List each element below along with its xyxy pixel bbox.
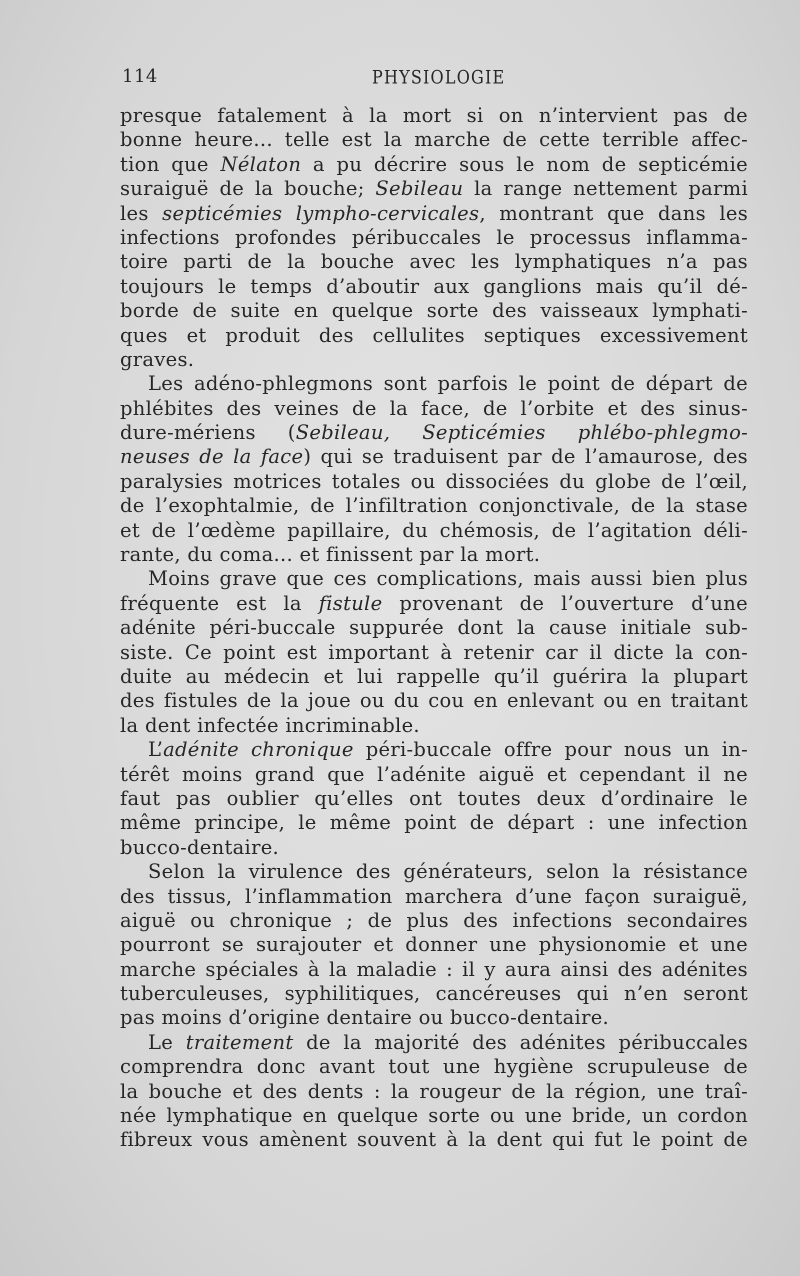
text-run: , montrant que dans les — [479, 201, 749, 225]
text-run: les — [120, 201, 163, 225]
text-line — [120, 202, 748, 226]
text-run: péri-buccale offre pour nous un in- — [353, 738, 749, 762]
text-run: ) qui se traduisent par de l’amaurose, des — [303, 445, 748, 469]
text-line: siste. Ce point est important à retenir car il dicte la con- — [120, 640, 748, 664]
text-line: presque fatalement à la mort si on n’intervient pas de — [120, 104, 748, 127]
text-line: marche spéciales à la maladie : il y aura ainsi des adénites — [120, 957, 748, 981]
text-line — [120, 153, 748, 177]
italic-text: traitement — [185, 1030, 294, 1054]
text-line: bonne heure... telle est la marche de cette terrible affec- — [120, 128, 748, 152]
text-line: des tissus, l’inflammation marchera d’une façon suraiguë, — [120, 884, 748, 908]
italic-text: Sebileau — [375, 177, 464, 201]
text-line: Selon la virulence des générateurs, selon la résistance — [148, 860, 748, 884]
text-line — [120, 738, 748, 762]
text-line — [120, 421, 748, 445]
text-line: borde de suite en quelque sorte des vaisseaux lymphati- — [120, 299, 748, 323]
text-line: faut pas oublier qu’elles ont toutes deux d’ordinaire le — [120, 786, 748, 810]
text-line — [120, 592, 748, 616]
text-run: a pu décrire sous le nom de septicémie — [301, 152, 748, 176]
text-line: pourront se surajouter et donner une physionomie et une — [120, 933, 748, 957]
text-line: la dent infectée incriminable. — [120, 713, 420, 737]
text-line: aiguë ou chronique ; de plus des infections secondaires — [120, 908, 748, 932]
text-line: térêt moins grand que l’adénite aiguë et cependant il ne — [120, 762, 748, 786]
italic-text: neuses de la face — [120, 445, 304, 469]
text-line — [120, 1031, 748, 1055]
italic-text: septicémies lympho-cervicales — [162, 201, 480, 225]
text-line — [120, 177, 748, 201]
page-number: 114 — [122, 66, 158, 87]
text-line: toire parti de la bouche avec les lymphatiques n’a pas — [120, 250, 748, 274]
text-line: même principe, le même point de départ : une infection — [120, 811, 748, 835]
italic-text: Sebileau, Septicémies phlébo-phlegmo- — [295, 421, 749, 445]
text-run: la range nettement parmi — [463, 177, 748, 201]
text-run: suraiguë de la bouche; — [120, 177, 376, 201]
text-line: rante, du coma... et finissent par la mort. — [120, 543, 541, 567]
text-run: L’ — [148, 738, 164, 762]
running-head — [122, 66, 748, 90]
italic-text: fistule — [318, 591, 383, 615]
text-line: ques et produit des cellulites septiques excessivement — [120, 323, 748, 347]
text-run: tion que — [120, 152, 221, 176]
text-line: toujours le temps d’aboutir aux ganglions mais qu’il dé- — [120, 274, 748, 298]
text-line: bucco-dentaire. — [120, 835, 280, 859]
italic-text: Nélaton — [220, 152, 302, 176]
text-run: dure-mériens ( — [120, 421, 296, 445]
text-line: de l’exophtalmie, de l’infiltration conjonctivale, de la stase — [120, 494, 748, 518]
text-run: fréquente est la — [120, 591, 319, 615]
text-line: tuberculeuses, syphilitiques, cancéreuses qui n’en seront — [120, 982, 748, 1006]
running-title: PHYSIOLOGIE — [372, 66, 506, 88]
text-line: infections profondes péribuccales le processus inflamma- — [120, 225, 748, 249]
text-run: de la majorité des adénites péribuccales — [293, 1030, 748, 1054]
text-line: Moins grave que ces complications, mais aussi bien plus — [148, 567, 748, 591]
text-line: adénite péri-buccale suppurée dont la cause initiale sub- — [120, 616, 748, 640]
text-line — [120, 445, 748, 469]
body-text — [120, 104, 748, 1153]
text-line: comprendra donc avant tout une hygiène scrupuleuse de — [120, 1055, 748, 1079]
text-line: paralysies motrices totales ou dissociées du globe de l’œil, — [120, 469, 748, 493]
text-line: la bouche et des dents : la rougeur de la région, une traî- — [120, 1079, 748, 1103]
text-line: graves. — [120, 347, 195, 371]
text-line: née lymphatique en quelque sorte ou une bride, un cordon — [120, 1104, 748, 1128]
text-run: provenant de l’ouverture d’une — [382, 591, 748, 615]
text-line: et de l’œdème papillaire, du chémosis, de l’agitation déli- — [120, 518, 748, 542]
text-line: fibreux vous amènent souvent à la dent qui fut le point de — [120, 1128, 748, 1152]
text-line: phlébites des veines de la face, de l’orbite et des sinus- — [120, 396, 748, 420]
text-line: duite au médecin et lui rappelle qu’il guérira la plupart — [120, 664, 748, 688]
text-run: Le — [148, 1030, 186, 1054]
text-line: des fistules de la joue ou du cou en enlevant ou en traitant — [120, 689, 748, 713]
text-line: Les adéno-phlegmons sont parfois le point de départ de — [148, 372, 748, 396]
italic-text: adénite chronique — [163, 738, 354, 762]
text-line: pas moins d’origine dentaire ou bucco-dentaire. — [120, 1006, 610, 1030]
